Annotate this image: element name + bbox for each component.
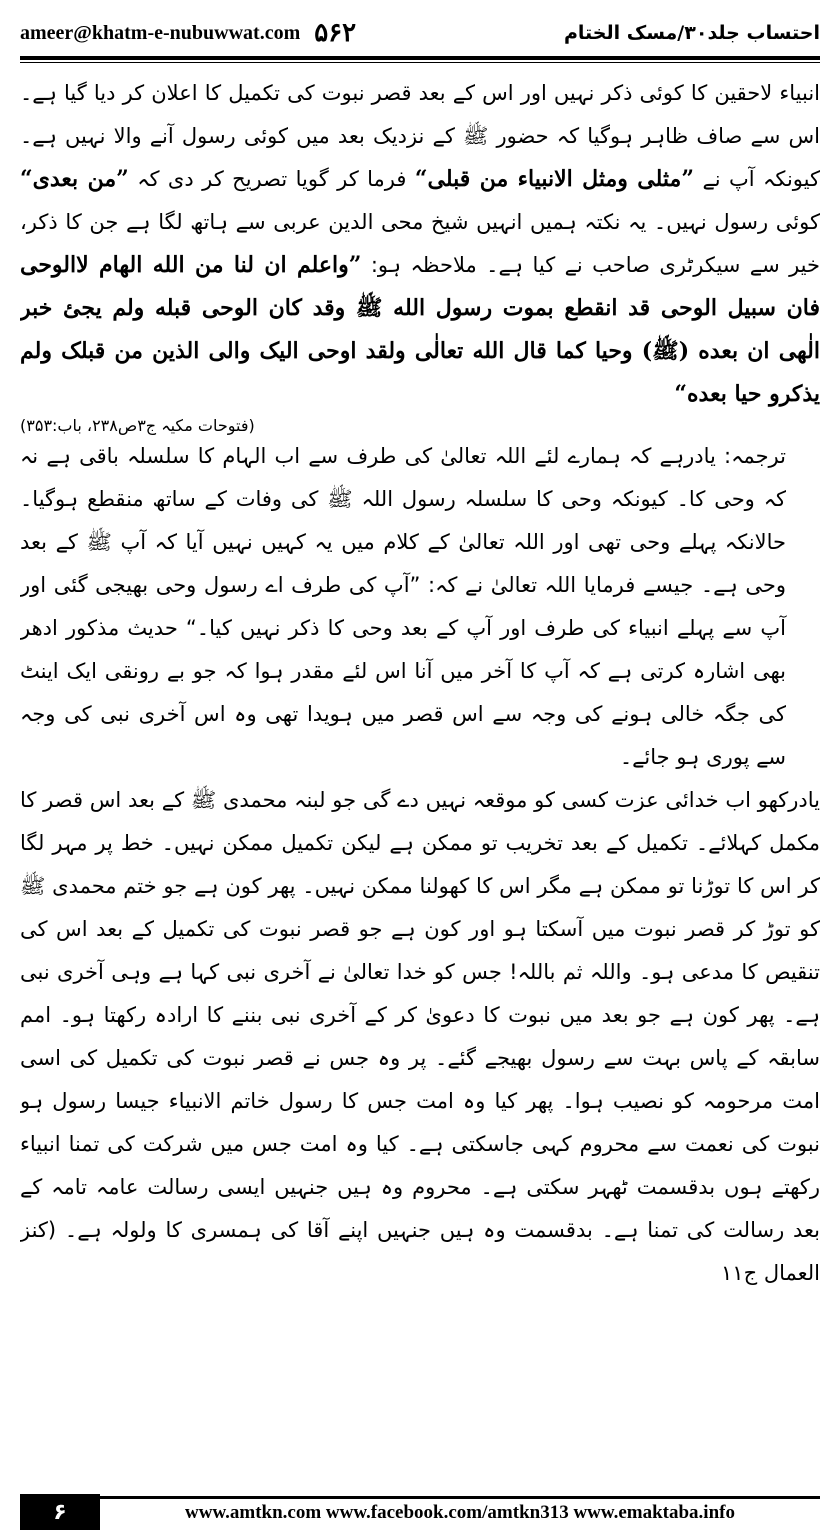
header-left [20, 18, 356, 48]
header-rule-thin [20, 62, 820, 63]
footer-rule [100, 1496, 820, 1499]
header-book-title: احتساب جلد۳۰/مسک الختام [563, 22, 820, 44]
header-rule-thick [20, 56, 820, 60]
footer-links[interactable]: www.amtkn.com www.facebook.com/amtkn313 www.emaktaba.info [185, 1502, 735, 1523]
hadith-quote-min-badi: ”من بعدی“ [20, 166, 129, 192]
paragraph-intro-text: انبیاء لاحقین کا کوئی ذکر نہیں اور اس کے بعد قصر نبوت کی تکمیل کا اعلان کر دیا گیا ہے۔ اس سے صاف ظاہر ہوگیا کہ حضور ﷺ کے نزدیک بعد میں کوئی رسول آنے والا نہیں ہے۔ کیونکہ آپ نے [20, 81, 820, 191]
header-page-number: ۵۶۲ [314, 18, 357, 48]
paragraph-intro-end: کوئی رسول نہیں۔ یہ نکتہ ہمیں انہیں شیخ محی الدین عربی سے ہاتھ لگا ہے جن کا ذکر، خیر سے سیکرٹری صاحب نے کیا ہے۔ ملاحظہ ہو: [20, 210, 820, 277]
page-header [20, 14, 820, 52]
footer-page-index: ۶ [20, 1494, 100, 1530]
header-email[interactable]: ameer@khatm-e-nubuwwat.com [20, 21, 301, 44]
page-footer [20, 1494, 820, 1530]
hadith-quote-mithli: ”مثلی ومثل الانبیاء من قبلی“ [414, 166, 694, 192]
citation-futuhat: (فتوحات مکیہ ج۳ص۲۳۸، باب:۳۵۳) [20, 416, 255, 435]
paragraph-intro-mid: فرما کر گویا تصریح کر دی کہ [137, 167, 407, 191]
paragraph-intro [20, 72, 820, 416]
footer-right [100, 1494, 820, 1530]
page-body [20, 72, 820, 1472]
paragraph-translation: ترجمہ: یادرہے کہ ہمارے لئے اللہ تعالیٰ کی طرف سے اب الہام کا سلسلہ باقی ہے نہ کہ وحی کا۔ کیونکہ وحی کا سلسلہ رسول اللہ ﷺ کی وفات کے ساتھ منقطع ہوگیا۔ حالانکہ پہلے وحی تھی اور اللہ تعالیٰ کے کلام میں یہ کہیں نہیں آیا کہ آپ ﷺ کے بعد وحی ہے۔ جیسے فرمایا اللہ تعالیٰ نے کہ: ”آپ کی طرف اے رسول وحی بھیجی گئی اور آپ سے پہلے انبیاء کی طرف اور آپ کے بعد وحی کا ذکر نہیں کیا۔“ حدیث مذکور ادھر بھی اشارہ کرتی ہے کہ آپ کا آخر میں آنا اس لئے مقدر ہوا کہ جو بے رونقی ایک اینٹ کی جگہ خالی ہونے کی وجہ سے اس قصر میں ہویدا تھی وہ اس آخری نبی کی وجہ سے پوری ہو جائے۔ [20, 444, 786, 769]
arabic-quotation: ”واعلم ان لنا من الله الهام لاالوحی فان سبیل الوحی قد انقطع بموت رسول الله ﷺ وقد کان الوحی قبله ولم یجئ خبر الٰهی ان بعده (ﷺ) وحیا کما قال الله تعالٰی ولقد اوحی الیک والی الذین من قبلک ولم یذکرو حیا بعده“ [20, 252, 820, 407]
citation-row [20, 416, 820, 435]
paragraph-closing: یادرکھو اب خدائی عزت کسی کو موقعہ نہیں دے گی جو لبنہ محمدی ﷺ کے بعد اس قصر کا مکمل کہلائے۔ تکمیل کے بعد تخریب تو ممکن ہے لیکن تکمیل ممکن نہیں۔ خط پر مہر لگا کر اس کا توڑنا تو ممکن ہے مگر اس کا کھولنا ممکن نہیں۔ پھر کون ہے جو ختم محمدی ﷺ کو توڑ کر قصر نبوت میں آسکتا ہو اور کون ہے جو قصر نبوت کی تکمیل کے بعد اس کی تنقیص کا مدعی ہو۔ واللہ ثم باللہ! جس کو خدا تعالیٰ نے آخری نبی کہا ہے وہی آخری نبی ہے۔ پھر کون ہے جو بعد میں نبوت کا دعویٰ کر کے آخری نبی بننے کا ارادہ رکھتا ہو۔ امم سابقہ کے پاس بہت سے رسول بھیجے گئے۔ پر وہ جس نے قصر نبوت کی تکمیل کی اسی امت مرحومہ کو نصیب ہوا۔ پھر کیا وہ امت جس کا رسول خاتم الانبیاء جیسا رسول ہو نبوت کی نعمت سے محروم کہی جاسکتی ہے۔ کیا وہ امت جس میں شرکت کی تمنا انبیاء رکھتے ہوں بدقسمت ٹھہر سکتی ہے۔ محروم وہ ہیں جنہیں ایسی رسالت عامہ تامہ کے بعد رسالت کی تمنا ہے۔ بدقسمت وہ ہیں جنہیں اپنے آقا کی ہمسری کا ولولہ ہے۔ (کنز العمال ج۱۱ [20, 788, 820, 1285]
